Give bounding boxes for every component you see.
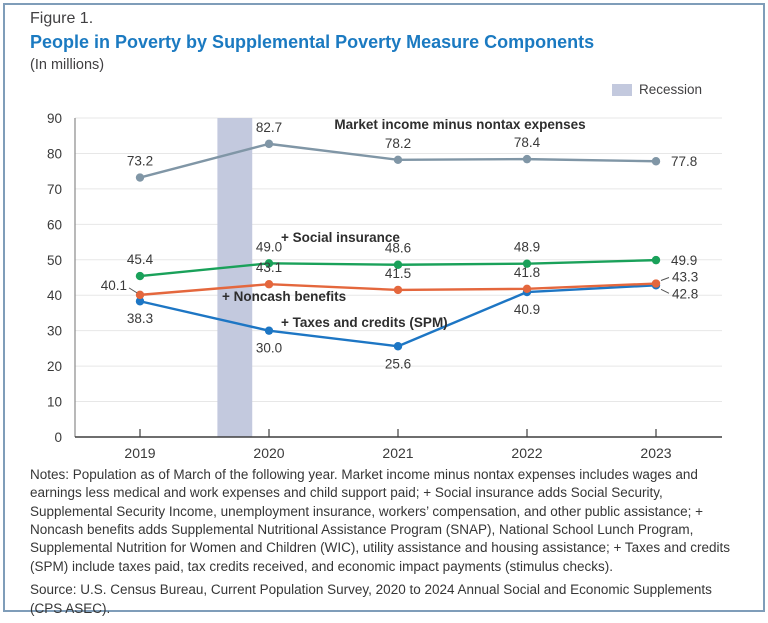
value-label: 43.3	[672, 269, 699, 285]
y-tick-label: 20	[46, 359, 62, 375]
value-label: 43.1	[255, 260, 283, 276]
data-point	[265, 140, 273, 148]
recession-legend-label: Recession	[638, 82, 702, 97]
recession-band	[217, 118, 252, 437]
leader-line	[661, 278, 669, 281]
value-label: 30.0	[255, 340, 283, 356]
value-label: 49.0	[255, 239, 283, 255]
value-label: 45.4	[126, 252, 154, 268]
x-tick-label: 2021	[382, 445, 414, 460]
data-point	[652, 256, 660, 264]
figure-notes	[30, 466, 744, 623]
series-annotation: + Social insurance	[281, 230, 400, 245]
source-text: Source: U.S. Census Bureau, Current Population Survey, 2020 to 2024 Annual Social and Economic Supplements (CPS ASEC).	[30, 582, 712, 616]
spm-components-chart	[0, 95, 768, 460]
leader-line	[129, 288, 137, 293]
figure-number: Figure 1.	[30, 10, 94, 27]
value-label: 73.2	[126, 153, 154, 169]
value-label: 42.8	[672, 286, 699, 302]
series-annotation: + Taxes and credits (SPM)	[281, 315, 448, 330]
value-label: 40.1	[100, 277, 127, 293]
y-tick-label: 60	[46, 217, 62, 233]
series-annotation: Market income minus nontax expenses	[334, 117, 586, 132]
y-tick-label: 90	[46, 111, 62, 126]
series-annotation: + Noncash benefits	[222, 289, 347, 304]
figure-subtitle: (In millions)	[30, 57, 105, 73]
y-tick-label: 40	[46, 288, 62, 304]
value-label: 77.8	[671, 154, 698, 170]
y-tick-label: 30	[46, 323, 62, 339]
value-label: 40.9	[513, 302, 541, 318]
notes-text: Notes: Population as of March of the following year. Market income minus nontax expenses includes wages and earnings less medical and work expenses and child support paid; + Social insurance adds Social Security, Supplemental Security Income, unemployment insurance, workers’ compensation, and other public assistance; + Noncash benefits adds Supplemental Nutritional Assistance Program (SNAP), National School Lunch Program, Supplemental Nutrition for Women and Children (WIC), utility assistance and housing assistance; + Taxes and credits (SPM) include taxes paid, tax credits received, and economic impact payments (stimulus checks).	[30, 467, 730, 574]
value-label: 82.7	[255, 119, 283, 135]
data-point	[265, 280, 273, 288]
data-point	[265, 326, 273, 334]
x-tick-label: 2019	[124, 445, 156, 460]
leader-line	[661, 289, 669, 293]
value-label: 48.6	[384, 240, 412, 256]
recession-swatch-icon	[612, 84, 632, 96]
data-point	[136, 173, 144, 181]
value-label: 78.2	[384, 135, 412, 151]
value-label: 49.9	[671, 253, 698, 269]
value-label: 41.5	[384, 265, 412, 281]
value-label: 38.3	[126, 311, 154, 327]
data-point	[394, 156, 402, 164]
value-label: 48.9	[513, 239, 541, 255]
value-label: 25.6	[384, 356, 412, 372]
value-label: 78.4	[513, 135, 541, 151]
data-point	[394, 342, 402, 350]
data-point	[136, 272, 144, 280]
y-tick-label: 0	[54, 430, 62, 445]
y-tick-label: 10	[46, 394, 62, 410]
x-tick-label: 2022	[511, 445, 543, 460]
y-tick-label: 80	[46, 146, 62, 162]
data-point	[652, 279, 660, 287]
data-point	[394, 286, 402, 294]
data-point	[136, 291, 144, 299]
data-point	[652, 157, 660, 165]
y-tick-label: 50	[46, 252, 62, 268]
data-point	[523, 155, 531, 163]
x-tick-label: 2023	[640, 445, 672, 460]
y-tick-label: 70	[46, 181, 62, 197]
data-point	[523, 285, 531, 293]
value-label: 41.8	[513, 264, 541, 280]
figure-header	[30, 10, 742, 73]
figure-title: People in Poverty by Supplemental Poverty Measure Components	[30, 32, 595, 52]
spm-line-chart-svg	[0, 95, 768, 460]
x-tick-label: 2020	[253, 445, 285, 460]
